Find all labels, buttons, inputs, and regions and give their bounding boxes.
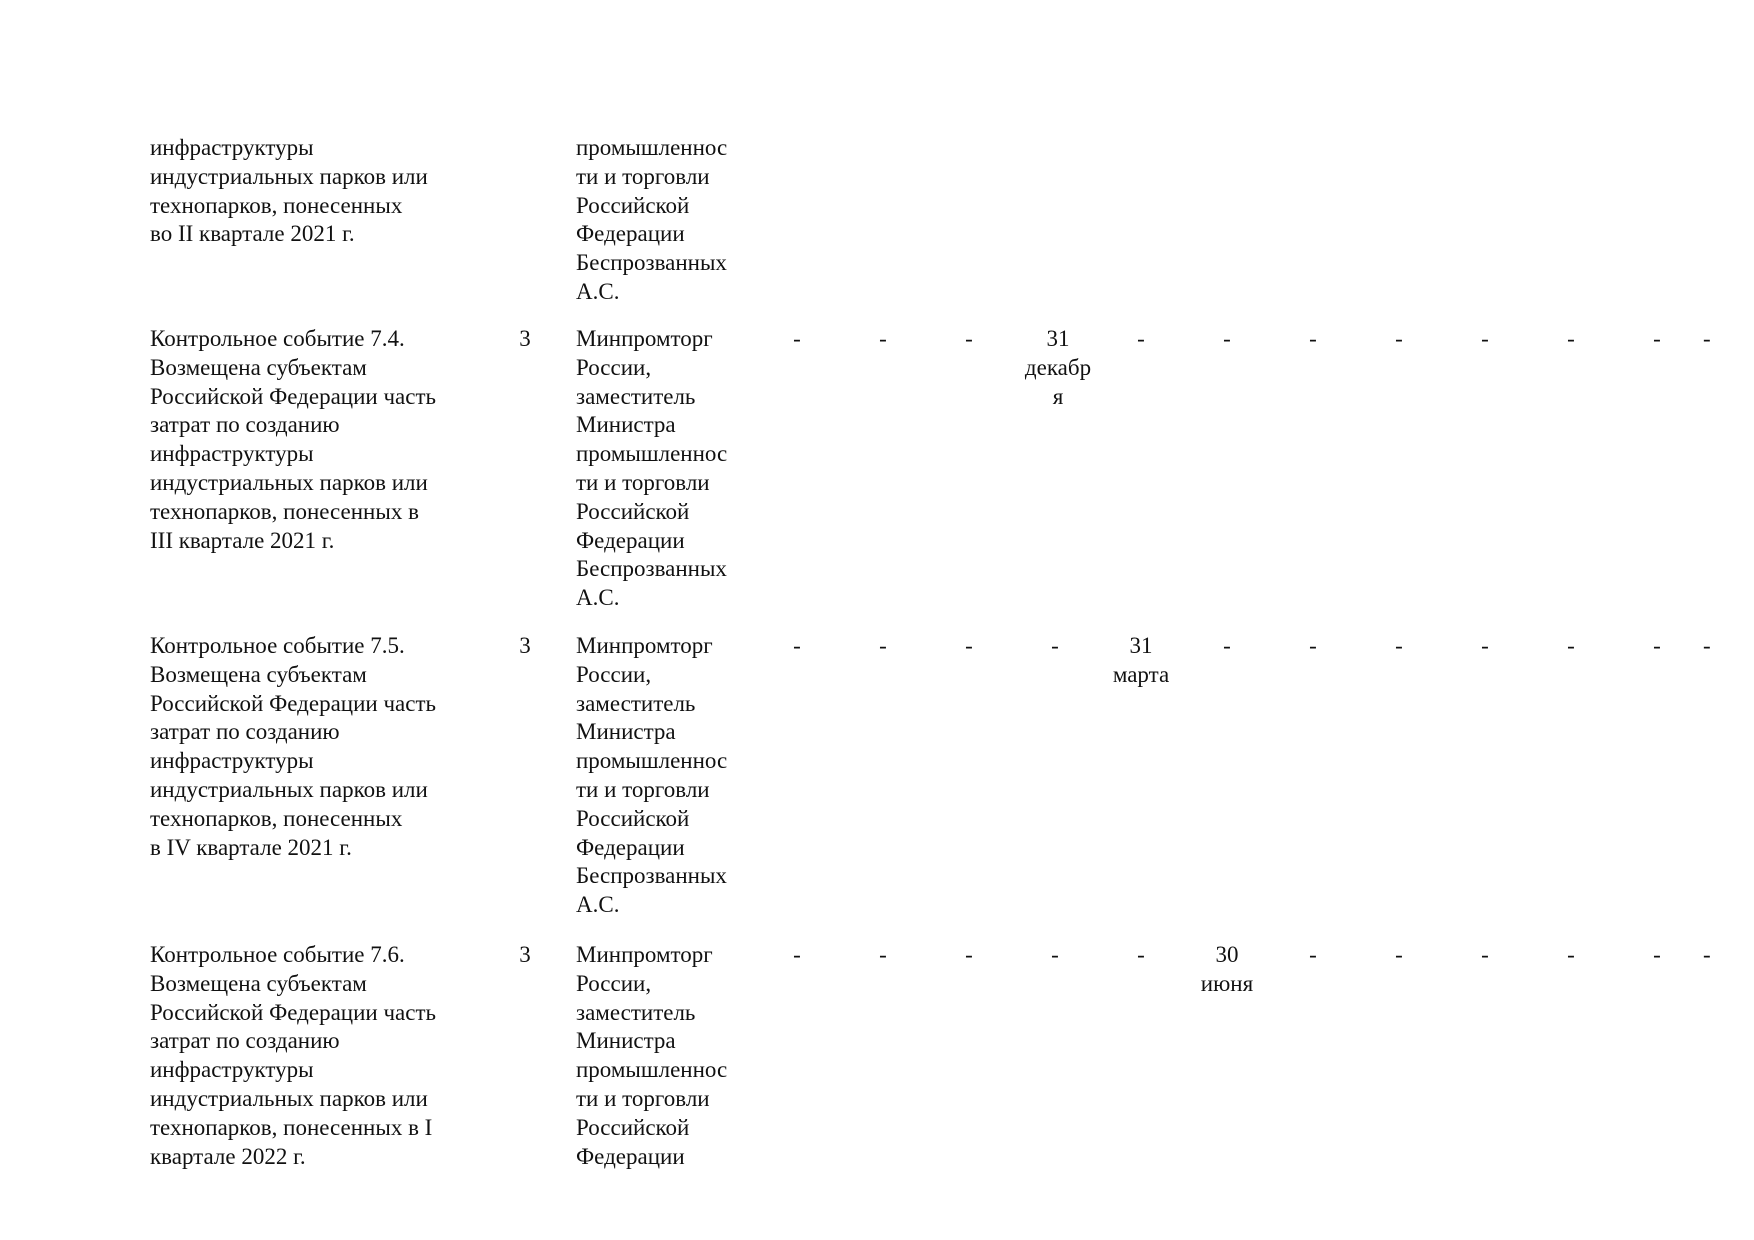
period-mark: - [1051, 633, 1059, 658]
event-description: Контрольное событие 7.4. Возмещена субъектам Российской Федерации часть затрат по созданию инфраструктуры индустриальных парков или технопарков, понесенных в III квартале 2021 г. [150, 326, 436, 553]
period-mark: - [793, 633, 801, 658]
priority-level: 3 [519, 633, 531, 658]
period-mark: - [1481, 633, 1489, 658]
period-mark: - [879, 633, 887, 658]
period-mark: - [1395, 633, 1403, 658]
event-description: Контрольное событие 7.5. Возмещена субъектам Российской Федерации часть затрат по созданию инфраструктуры индустриальных парков или технопарков, понесенных в IV квартале 2021 г. [150, 633, 436, 860]
period-mark: - [1653, 633, 1661, 658]
period-mark: - [1567, 942, 1575, 967]
period-mark: 31 марта [1112, 633, 1170, 687]
period-mark: - [1223, 633, 1231, 658]
period-mark: - [1703, 633, 1711, 658]
period-mark: - [1223, 326, 1231, 351]
period-mark: - [965, 942, 973, 967]
period-mark: - [1703, 942, 1711, 967]
period-mark: 30 июня [1200, 942, 1254, 996]
responsible-executor: промышленнос ти и торговли Российской Федерации Беспрозванных А.С. [576, 135, 728, 304]
period-mark: - [1567, 633, 1575, 658]
period-mark: - [1309, 326, 1317, 351]
period-mark: - [1653, 326, 1661, 351]
period-mark: - [1309, 942, 1317, 967]
event-description: инфраструктуры индустриальных парков или технопарков, понесенных во II квартале 2021 г. [150, 135, 428, 247]
period-mark: - [965, 326, 973, 351]
period-mark: - [1567, 326, 1575, 351]
responsible-executor: Минпромторг России, заместитель Министра промышленнос ти и торговли Российской Федерации Беспрозванных А.С. [576, 326, 728, 611]
period-mark: - [879, 942, 887, 967]
period-mark: - [1395, 326, 1403, 351]
period-mark: - [1309, 633, 1317, 658]
period-mark: - [1051, 942, 1059, 967]
period-mark: - [1137, 942, 1145, 967]
event-description: Контрольное событие 7.6. Возмещена субъектам Российской Федерации часть затрат по созданию инфраструктуры индустриальных парков или технопарков, понесенных в I квартале 2022 г. [150, 942, 436, 1169]
responsible-executor: Минпромторг России, заместитель Министра промышленнос ти и торговли Российской Федерации [576, 942, 728, 1169]
period-mark: - [1703, 326, 1711, 351]
period-mark: - [879, 326, 887, 351]
period-mark: - [1481, 942, 1489, 967]
period-mark: 31 декабр я [1024, 326, 1092, 409]
period-mark: - [1653, 942, 1661, 967]
priority-level: 3 [519, 326, 531, 351]
responsible-executor: Минпромторг России, заместитель Министра промышленнос ти и торговли Российской Федерации Беспрозванных А.С. [576, 633, 728, 918]
period-mark: - [793, 942, 801, 967]
period-mark: - [965, 633, 973, 658]
period-mark: - [1395, 942, 1403, 967]
priority-level: 3 [519, 942, 531, 967]
period-mark: - [793, 326, 801, 351]
period-mark: - [1481, 326, 1489, 351]
period-mark: - [1137, 326, 1145, 351]
